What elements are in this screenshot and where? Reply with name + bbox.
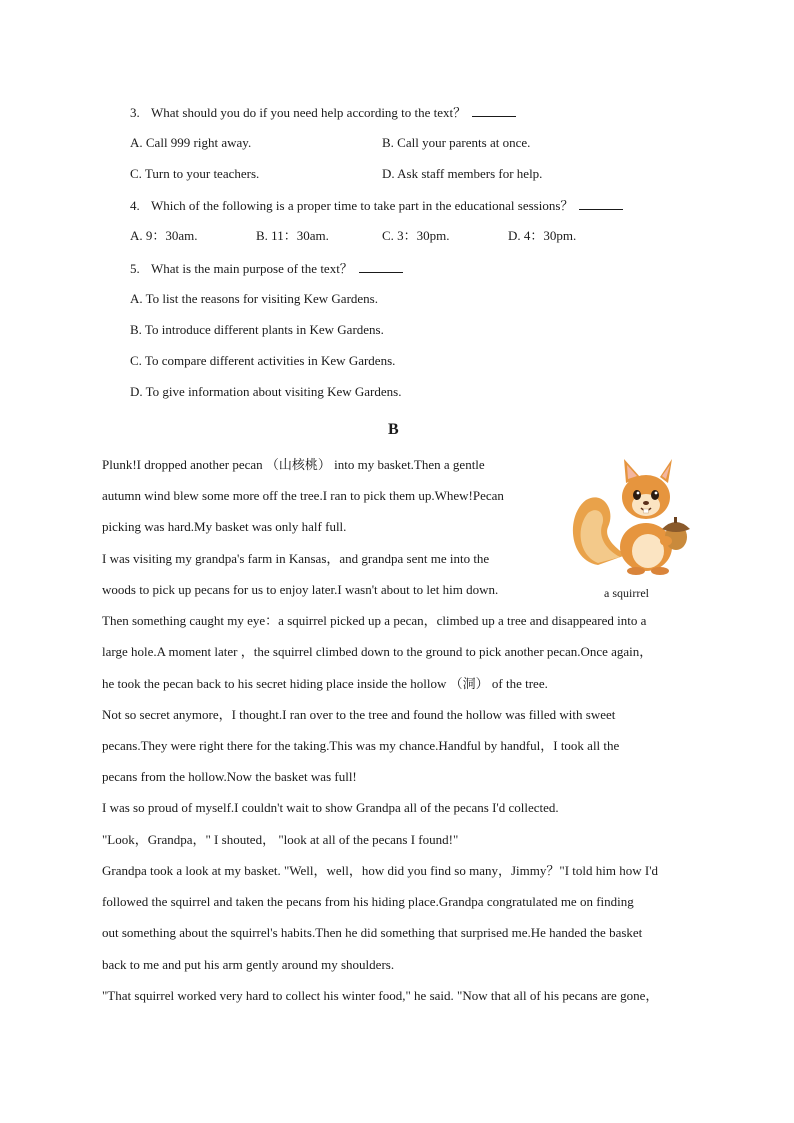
option-3c: C. Turn to your teachers. bbox=[130, 166, 260, 181]
option-3d: D. Ask staff members for help. bbox=[382, 166, 543, 181]
passage-line: pecans from the hollow.Now the basket was full! bbox=[102, 769, 357, 784]
passage-line: woods to pick up pecans for us to enjoy later.I wasn't about to let him down. bbox=[102, 582, 499, 597]
option-4d: D. 4：30pm. bbox=[508, 228, 577, 243]
passage-line: Grandpa took a look at my basket. "Well，well，how did you find so many，Jimmy？"I told him how I'd bbox=[102, 863, 659, 878]
passage-line: pecans.They were right there for the taking.This was my chance.Handful by handful，I took all the bbox=[102, 738, 620, 753]
passage-line: I was visiting my grandpa's farm in Kansas，and grandpa sent me into the bbox=[102, 551, 490, 566]
passage-line: picking was hard.My basket was only half full. bbox=[102, 519, 347, 534]
passage-line: large hole.A moment later ，the squirrel climbed down to the ground to pick another pecan.Once again， bbox=[102, 644, 653, 659]
option-5d: D. To give information about visiting Kew Gardens. bbox=[130, 384, 402, 399]
option-3a: A. Call 999 right away. bbox=[130, 135, 252, 150]
question-number: 3. bbox=[130, 105, 140, 120]
answer-blank[interactable] bbox=[359, 260, 403, 273]
option-5b: B. To introduce different plants in Kew Gardens. bbox=[130, 322, 384, 337]
passage-line: "That squirrel worked very hard to collect his winter food," he said. "Now that all of his pecans are gone， bbox=[102, 988, 659, 1003]
question-text: Which of the following is a proper time to take part in the educational sessions？ bbox=[151, 198, 574, 213]
question-5 bbox=[130, 260, 403, 277]
squirrel-illustration bbox=[568, 455, 698, 577]
option-4a: A. 9：30am. bbox=[130, 228, 198, 243]
question-number: 5. bbox=[130, 261, 140, 276]
passage-line: Plunk!I dropped another pecan （山核桃） into my basket.Then a gentle bbox=[102, 457, 485, 472]
answer-blank[interactable] bbox=[579, 197, 623, 210]
figure-caption: a squirrel bbox=[604, 586, 649, 600]
question-text: What should you do if you need help according to the text？ bbox=[151, 105, 467, 120]
passage-line: "Look，Grandpa，" I shouted， "look at all of the pecans I found!" bbox=[102, 832, 459, 847]
passage-line: Then something caught my eye：a squirrel picked up a pecan，climbed up a tree and disappeared into a bbox=[102, 613, 647, 628]
passage-line: autumn wind blew some more off the tree.I ran to pick them up.Whew!Pecan bbox=[102, 488, 504, 503]
passage-line: back to me and put his arm gently around my shoulders. bbox=[102, 957, 395, 972]
passage-line: followed the squirrel and taken the pecans from his hiding place.Grandpa congratulated me on finding bbox=[102, 894, 634, 909]
question-number: 4. bbox=[130, 198, 140, 213]
passage-line: out something about the squirrel's habits.Then he did something that surprised me.He handed the basket bbox=[102, 925, 643, 940]
section-title: B bbox=[388, 421, 399, 438]
passage-line: Not so secret anymore，I thought.I ran over to the tree and found the hollow was filled with sweet bbox=[102, 707, 616, 722]
option-3b: B. Call your parents at once. bbox=[382, 135, 531, 150]
question-4 bbox=[130, 197, 623, 214]
option-4c: C. 3：30pm. bbox=[382, 228, 450, 243]
option-4b: B. 11：30am. bbox=[256, 228, 329, 243]
question-text: What is the main purpose of the text？ bbox=[151, 261, 353, 276]
option-5c: C. To compare different activities in Kew Gardens. bbox=[130, 353, 396, 368]
answer-blank[interactable] bbox=[472, 104, 516, 117]
option-5a: A. To list the reasons for visiting Kew Gardens. bbox=[130, 291, 378, 306]
passage-line: he took the pecan back to his secret hiding place inside the hollow （洞） of the tree. bbox=[102, 676, 548, 691]
question-3 bbox=[130, 104, 516, 121]
passage-line: I was so proud of myself.I couldn't wait to show Grandpa all of the pecans I'd collected. bbox=[102, 800, 559, 815]
